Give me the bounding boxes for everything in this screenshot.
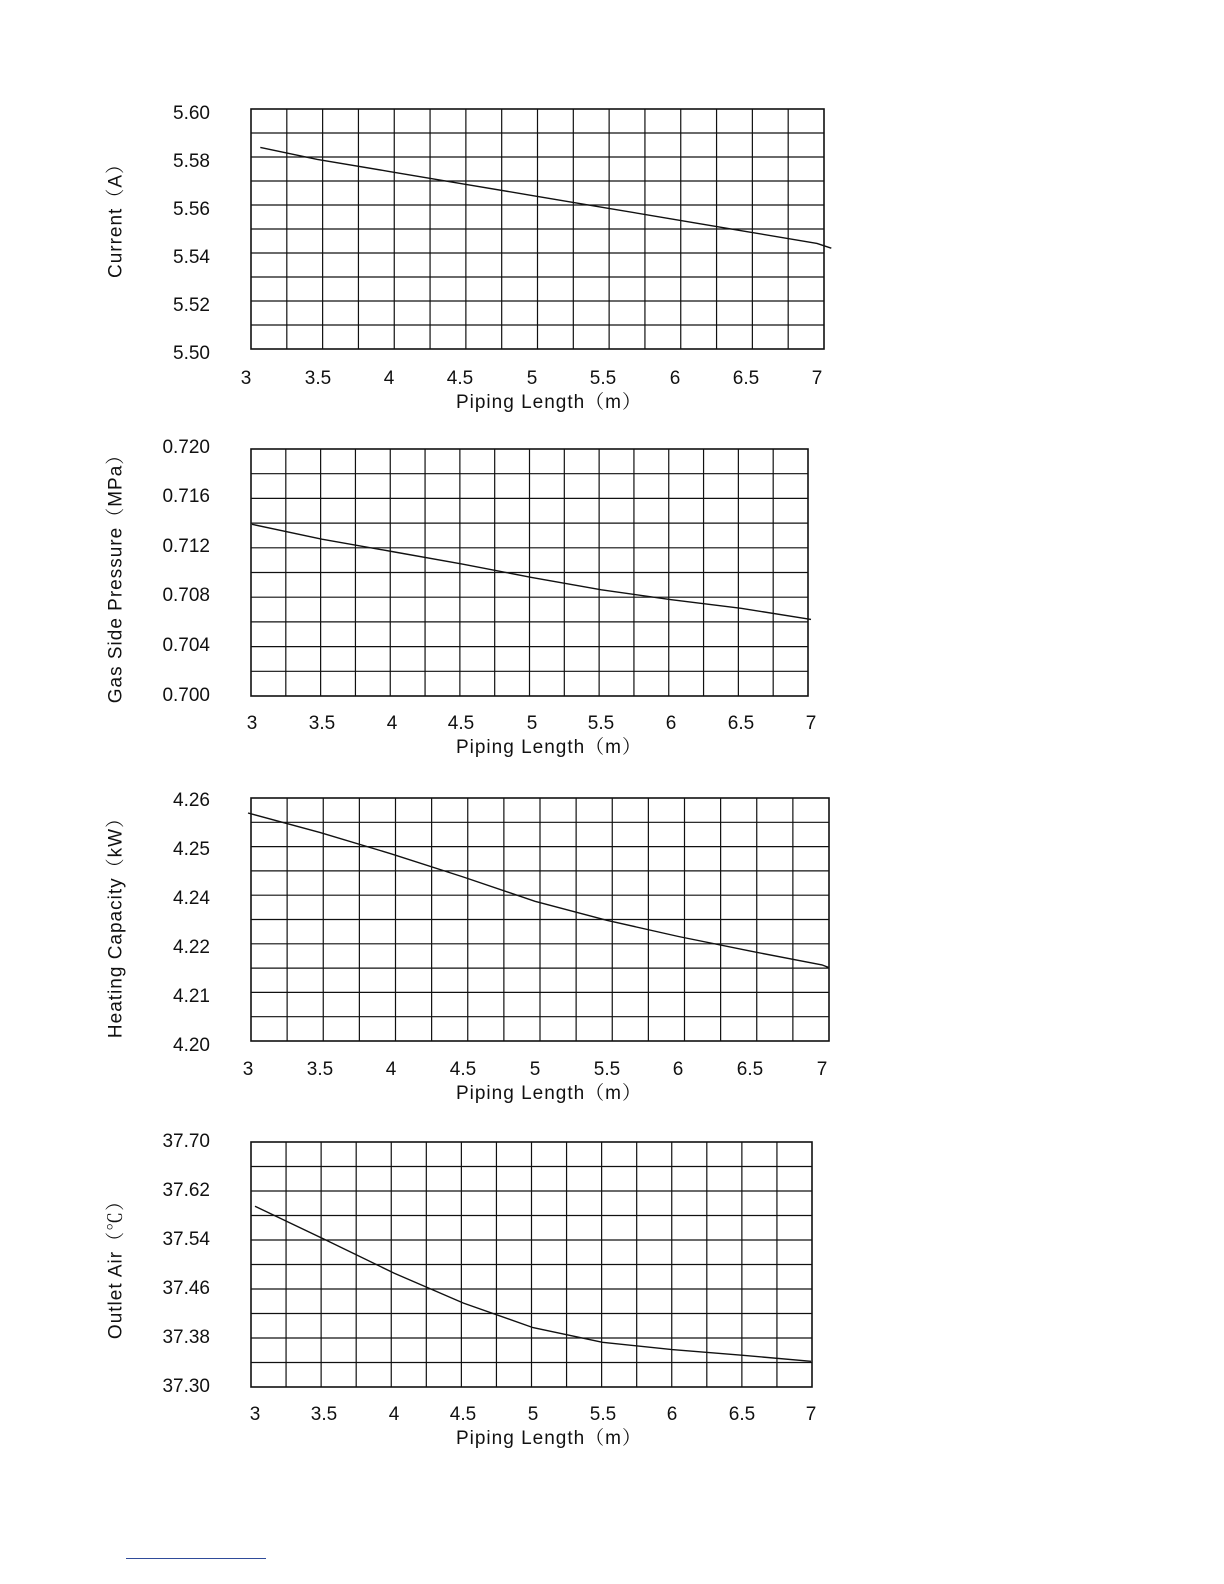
footer-rule [126, 1558, 266, 1559]
x-tick-label: 6 [665, 713, 677, 734]
y-tick-label: 5.56 [173, 199, 210, 220]
x-tick-label: 5.5 [589, 368, 617, 389]
y-tick-label: 0.704 [162, 635, 210, 656]
y-tick-label: 4.22 [173, 937, 210, 958]
x-tick-label: 5 [526, 368, 538, 389]
x-tick-label: 6.5 [727, 713, 755, 734]
y-tick-label: 0.720 [162, 437, 210, 458]
x-tick-label: 6 [672, 1059, 684, 1080]
x-tick-label: 3 [240, 368, 252, 389]
y-axis-label: Gas Side Pressure（MPa） [105, 444, 127, 704]
x-tick-label: 6.5 [728, 1404, 756, 1425]
x-tick-label: 3 [246, 713, 258, 734]
x-tick-label: 4 [383, 368, 395, 389]
x-tick-label: 5 [527, 1404, 539, 1425]
y-tick-label: 37.46 [162, 1278, 210, 1299]
y-tick-label: 4.21 [173, 986, 210, 1007]
x-tick-label: 4.5 [449, 1059, 477, 1080]
x-tick-label: 3 [249, 1404, 261, 1425]
y-axis-label: Current（A） [105, 153, 127, 279]
y-tick-label: 37.62 [162, 1180, 210, 1201]
x-tick-label: 6.5 [732, 368, 760, 389]
y-tick-label: 5.60 [173, 103, 210, 124]
y-tick-label: 0.700 [162, 685, 210, 706]
x-tick-label: 3.5 [304, 368, 332, 389]
x-tick-label: 4.5 [446, 368, 474, 389]
x-tick-label: 7 [816, 1059, 828, 1080]
chart-4 [105, 1131, 817, 1449]
y-tick-label: 5.50 [173, 343, 210, 364]
y-tick-label: 4.25 [173, 839, 210, 860]
data-series-line [248, 813, 829, 968]
x-tick-label: 4 [388, 1404, 400, 1425]
x-tick-label: 6 [669, 368, 681, 389]
chart-2 [105, 437, 817, 758]
y-tick-label: 37.30 [162, 1376, 210, 1397]
y-tick-label: 37.70 [162, 1131, 210, 1152]
x-tick-label: 3.5 [306, 1059, 334, 1080]
y-tick-label: 4.20 [173, 1035, 210, 1056]
x-tick-label: 5 [529, 1059, 541, 1080]
chart-3 [105, 790, 830, 1104]
x-tick-label: 7 [805, 713, 817, 734]
y-tick-label: 37.54 [162, 1229, 210, 1250]
x-tick-label: 4.5 [447, 713, 475, 734]
x-tick-label: 7 [805, 1404, 817, 1425]
y-tick-label: 5.54 [173, 247, 210, 268]
y-tick-label: 4.24 [173, 888, 210, 909]
x-tick-label: 3 [242, 1059, 254, 1080]
y-tick-label: 0.716 [162, 486, 210, 507]
x-tick-label: 4 [386, 713, 398, 734]
x-tick-label: 5.5 [593, 1059, 621, 1080]
y-axis-label: Outlet Air（℃） [105, 1190, 127, 1340]
x-tick-label: 6 [666, 1404, 678, 1425]
data-series-line [260, 147, 831, 248]
y-tick-label: 5.52 [173, 295, 210, 316]
chart-1 [105, 103, 832, 413]
y-tick-label: 0.712 [162, 536, 210, 557]
x-tick-label: 5.5 [589, 1404, 617, 1425]
x-tick-label: 4 [385, 1059, 397, 1080]
x-tick-label: 6.5 [736, 1059, 764, 1080]
x-axis-label: Piping Length（m） [455, 392, 643, 413]
y-tick-label: 0.708 [162, 585, 210, 606]
x-tick-label: 5 [526, 713, 538, 734]
y-tick-label: 4.26 [173, 790, 210, 811]
y-tick-label: 5.58 [173, 151, 210, 172]
data-series-line [252, 524, 811, 619]
x-tick-label: 3.5 [310, 1404, 338, 1425]
x-axis-label: Piping Length（m） [455, 1428, 643, 1449]
y-axis-label: Heating Capacity（kW） [105, 807, 127, 1039]
x-tick-label: 3.5 [308, 713, 336, 734]
x-axis-label: Piping Length（m） [455, 737, 643, 758]
x-tick-label: 5.5 [587, 713, 615, 734]
y-tick-label: 37.38 [162, 1327, 210, 1348]
x-tick-label: 4.5 [449, 1404, 477, 1425]
x-tick-label: 7 [811, 368, 823, 389]
x-axis-label: Piping Length（m） [455, 1083, 643, 1104]
